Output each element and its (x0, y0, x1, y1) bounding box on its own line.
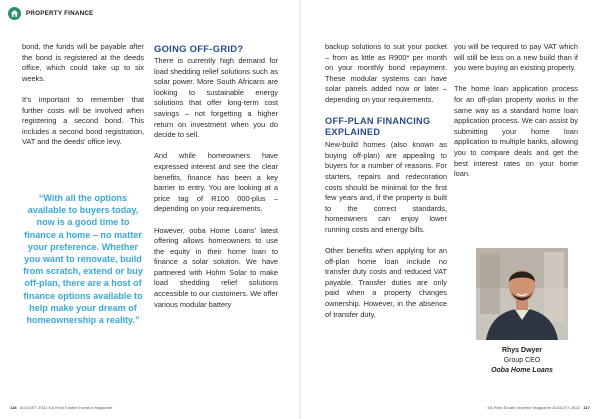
photo-caption (476, 346, 568, 376)
paragraph: Other benefits when applying for an off-plan home loan include no transfer duty costs and reduced VAT payable. Transfer duties are only paid when a property changes ownership. However, in the absence of transfer duty, (325, 246, 447, 319)
left-column-1 (22, 42, 144, 148)
page-number: 116 (10, 405, 17, 410)
footer-text: AUGUST 2022 SA Real Estate Investor Magazine (19, 405, 113, 410)
section-heading-off-plan: OFF-PLAN FINANCING EXPLAINED (325, 116, 431, 138)
footer-right (487, 405, 592, 410)
paragraph: The home loan application process for an off-plan property works in the same way as a standard home loan application process. We can assist by submitting your home loan application to multiple banks, allowing you to compare deals and get the best interest rates on your home loan. (454, 84, 578, 179)
house-logo-icon (8, 7, 21, 20)
paragraph: However, ooba Home Loans’ latest offering allows homeowners to use the equity in their home loan to finance a solar solution. We have partnered with Hohm Solar to make load shedding relief solutions accessible to our customers. We offer various modular battery (154, 225, 278, 309)
footer-left (8, 405, 113, 410)
paragraph: you will be required to pay VAT which will still be less on a new build than if you were buying an existing property. (454, 42, 578, 73)
paragraph: And while homeowners have expressed interest and see the clear benefits, finance has been a key barrier to entry. You are looking at a price tag of R100 000-plus – depending on your requirements. (154, 151, 278, 214)
portrait-photo (476, 248, 568, 340)
caption-name: Rhys Dwyer (501, 347, 543, 354)
paragraph: bond, the funds will be payable after the bond is registered at the deeds office, which could take up to six weeks. (22, 42, 144, 83)
page-number: 117 (583, 405, 590, 410)
section-heading-off-grid: GOING OFF-GRID? (154, 43, 244, 54)
right-column-2 (454, 42, 578, 180)
paragraph: It’s important to remember that further costs will be involved when registering a second bond. This includes a second bond registration, VAT and the deeds’ office levy. (22, 94, 144, 147)
caption-title: Group CEO (503, 357, 541, 364)
paragraph: There is currently high demand for load shedding relief solutions such as solar power. More South Africans are looking to sustainable energy solutions that offer long-term cost savings – not forgetting a higher return on investment when you do decide to sell. (154, 56, 278, 140)
section-header (8, 6, 93, 20)
paragraph: backup solutions to suit your pocket – from as little as R900* per month on your monthly bond repayment. These modular systems can have solar panels added now or later – depending on your requirements. (325, 42, 447, 104)
section-label: PROPERTY FINANCE (26, 9, 94, 17)
right-column-1 (325, 42, 447, 320)
pull-quote: “With all the options available to buyers today, now is a good time to finance a home – no matter your preference. Whether you want to renovate, build from scratch, extend or buy off-plan, there are a host of finance options available to help make your dream of homeownership a reality.” (23, 193, 143, 326)
paragraph: New-build homes (also known as buying off-plan) are appealing to buyers for a number of reasons. For starters, repairs and redecoration costs should be minimal for the first few years and, if the property is built to the correct standards, homeowners can enjoy lower running costs and energy bills. (325, 140, 447, 234)
caption-company: Ooba Home Loans (491, 367, 553, 374)
left-column-2 (154, 43, 278, 310)
footer-text: SA Real Estate Investor Magazine AUGUST 2022 (487, 405, 581, 410)
